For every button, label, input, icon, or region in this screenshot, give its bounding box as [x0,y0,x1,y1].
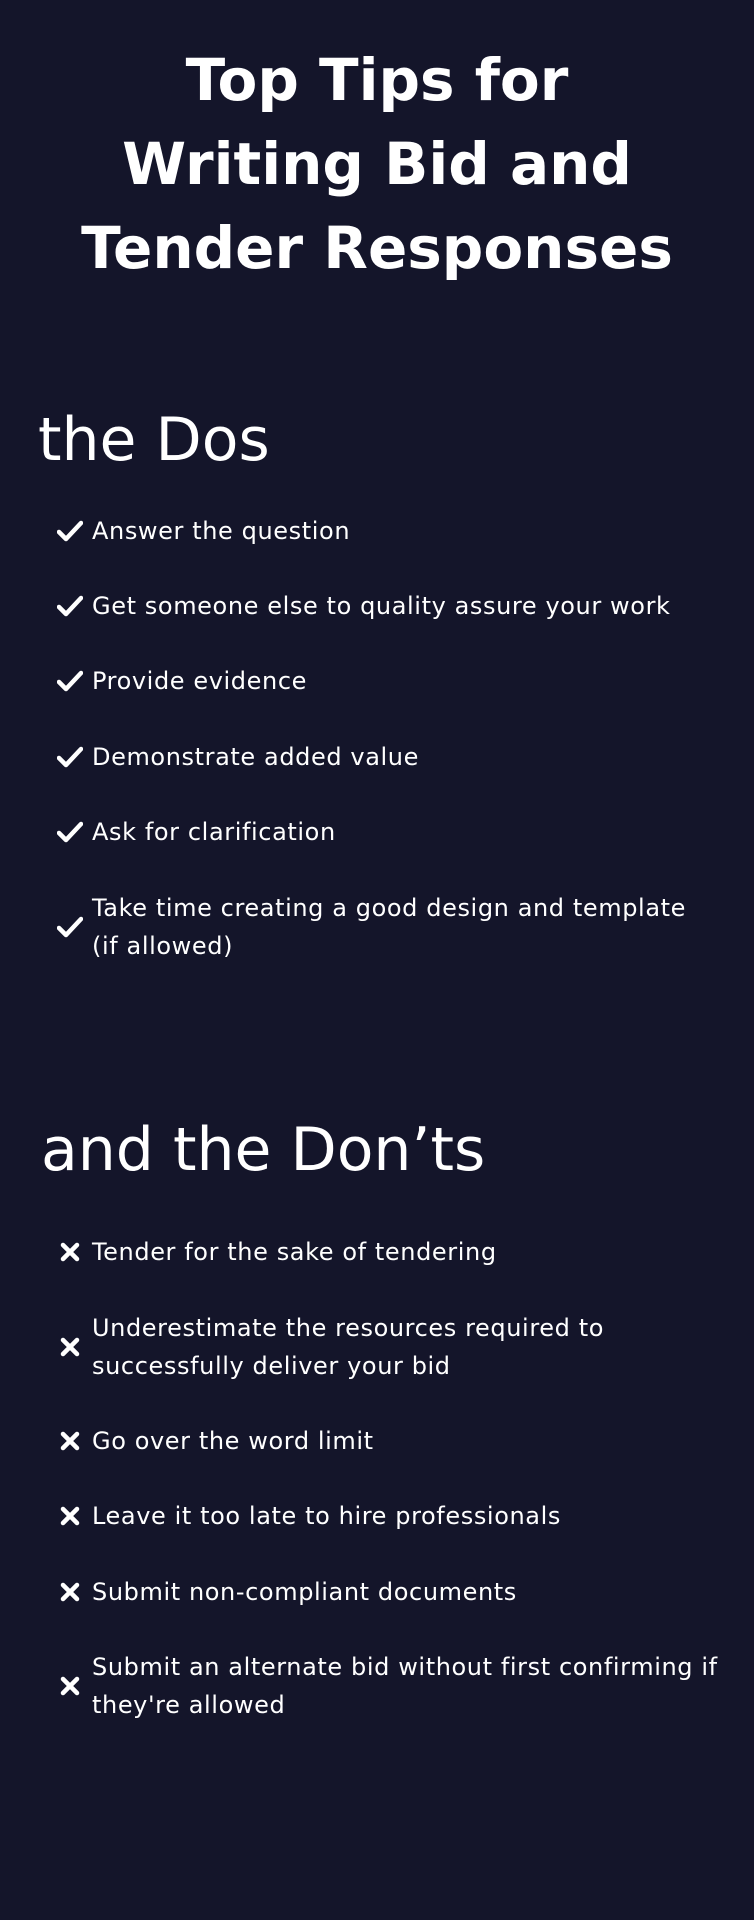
check-icon [56,913,84,941]
title-line-3: Tender Responses [81,214,673,282]
cross-icon [56,1502,84,1530]
page-title [0,38,754,290]
dos-list-item [56,738,726,776]
cross-icon [56,1333,84,1361]
donts-heading: and the Don’ts [41,1115,486,1185]
dos-item-text: Provide evidence [92,667,307,695]
dos-heading: the Dos [38,405,270,475]
cross-icon [56,1427,84,1455]
cross-icon [56,1578,84,1606]
check-icon [56,743,84,771]
donts-list-item [56,1497,726,1535]
dos-item-text: Demonstrate added value [92,743,419,771]
donts-item-text: Tender for the sake of tendering [92,1238,497,1266]
dos-list-item [56,813,726,851]
check-icon [56,818,84,846]
donts-item-text: Underestimate the resources required to successfully deliver your bid [92,1314,604,1380]
check-icon [56,517,84,545]
donts-item-text: Submit an alternate bid without first confirming if they're allowed [92,1653,718,1719]
donts-item-text: Submit non-compliant documents [92,1578,517,1606]
donts-item-text: Go over the word limit [92,1427,374,1455]
donts-list-item [56,1573,726,1611]
dos-list-item [56,889,726,965]
dos-item-text: Take time creating a good design and template (if allowed) [92,894,687,960]
dos-item-text: Get someone else to quality assure your work [92,592,671,620]
title-line-2: Writing Bid and [122,130,632,198]
check-icon [56,667,84,695]
cross-icon [56,1238,84,1266]
donts-list-item [56,1422,726,1460]
donts-list-item [56,1309,726,1385]
dos-item-text: Ask for clarification [92,818,336,846]
dos-item-text: Answer the question [92,517,351,545]
cross-icon [56,1672,84,1700]
donts-list-item [56,1648,726,1724]
dos-list-item [56,512,726,550]
title-line-1: Top Tips for [185,46,569,114]
dos-list-item [56,662,726,700]
donts-item-text: Leave it too late to hire professionals [92,1502,561,1530]
donts-list-item [56,1233,726,1271]
dos-list-item [56,587,726,625]
check-icon [56,592,84,620]
